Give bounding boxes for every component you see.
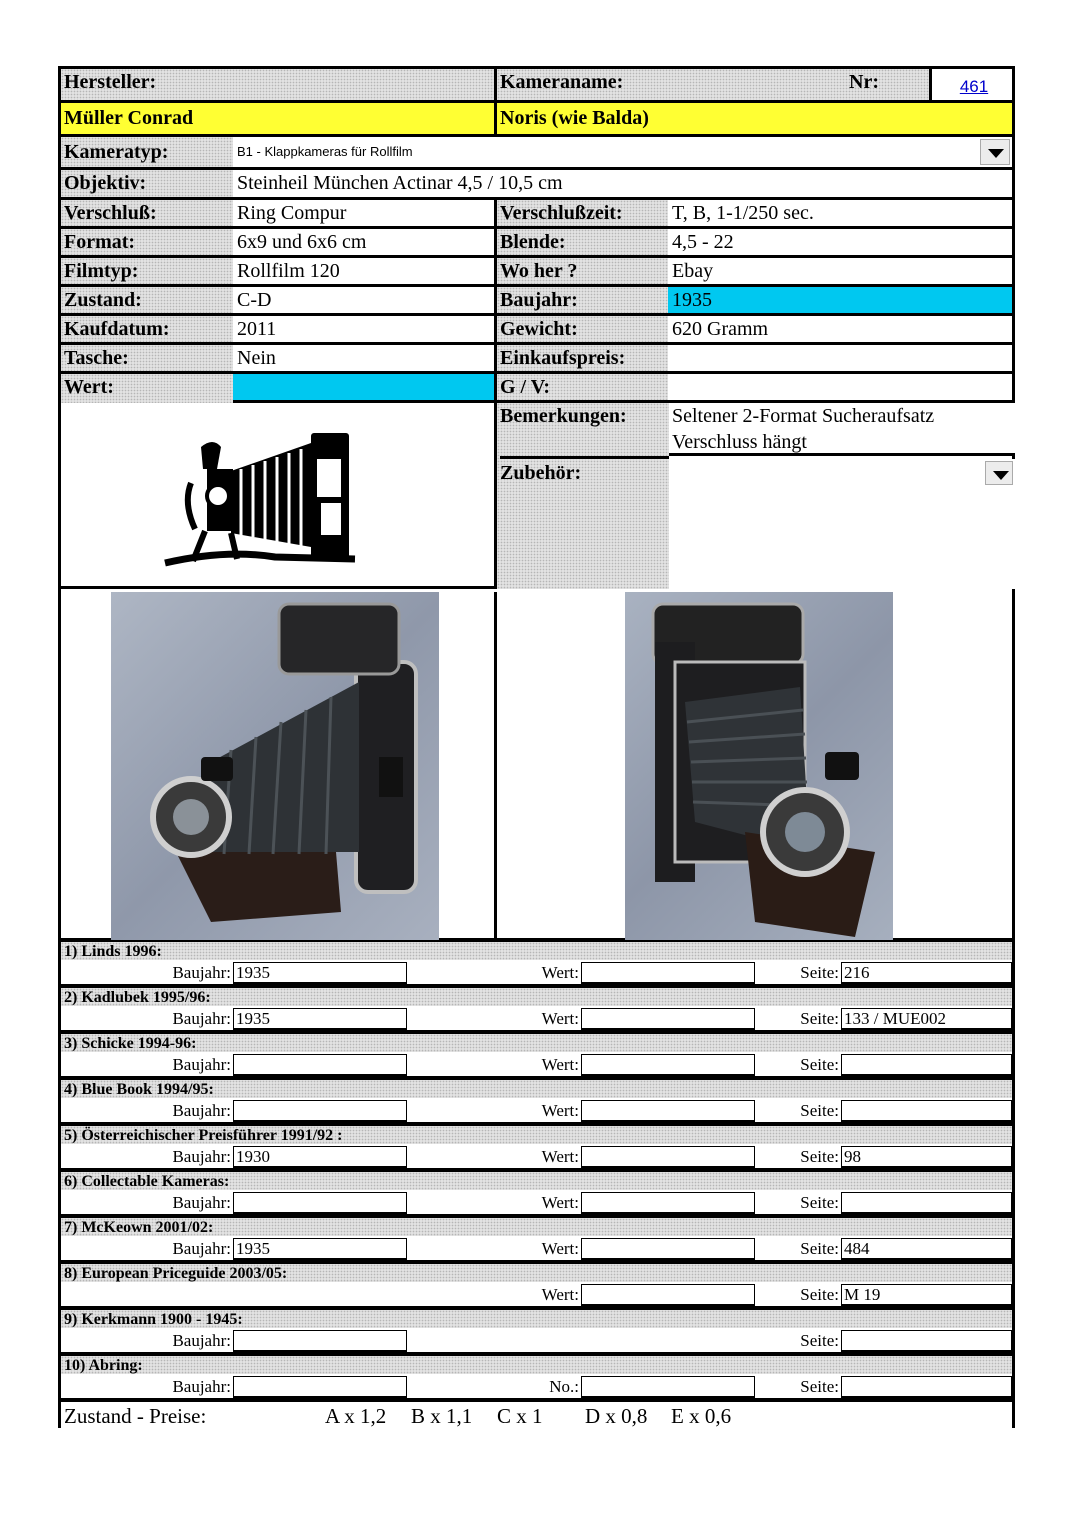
reference-seite-label: Seite: bbox=[800, 1331, 839, 1350]
verschluss-row bbox=[61, 200, 1012, 229]
format-row bbox=[61, 229, 1012, 258]
reference-baujahr-label: Baujahr: bbox=[172, 1009, 231, 1028]
reference-values-row bbox=[61, 1374, 1012, 1400]
hersteller-label: Hersteller: bbox=[61, 69, 494, 100]
tasche-value: Nein bbox=[233, 345, 494, 371]
reference-baujahr-field[interactable] bbox=[233, 1192, 407, 1214]
reference-baujahr-label: Baujahr: bbox=[172, 1377, 231, 1396]
gv-label: G / V: bbox=[494, 374, 668, 403]
zubehoer-label: Zubehör: bbox=[500, 456, 669, 486]
zubehoer-select[interactable] bbox=[669, 459, 1015, 589]
wert-value bbox=[233, 374, 494, 403]
gv-value bbox=[668, 374, 1012, 403]
woher-value: Ebay bbox=[668, 258, 1012, 284]
reference-wert-label: Wert: bbox=[541, 1239, 579, 1258]
reference-seite-label: Seite: bbox=[800, 1377, 839, 1396]
kameraname-value: Noris (wie Balda) bbox=[494, 103, 1012, 134]
camera-photo-side bbox=[111, 592, 439, 940]
baujahr-label: Baujahr: bbox=[494, 287, 668, 313]
reference-seite-label: Seite: bbox=[800, 963, 839, 982]
verschluss-value: Ring Compur bbox=[233, 200, 494, 226]
footer-factor-d: D x 0,8 bbox=[585, 1404, 648, 1428]
reference-title: 4) Blue Book 1994/95: bbox=[61, 1078, 1012, 1098]
zustand-value: C-D bbox=[233, 287, 494, 313]
verschlusszeit-label: Verschlußzeit: bbox=[494, 200, 668, 226]
reference-values-row bbox=[61, 1190, 1012, 1216]
zustand-row bbox=[61, 287, 1012, 316]
format-value: 6x9 und 6x6 cm bbox=[233, 229, 494, 255]
reference-seite-label: Seite: bbox=[800, 1101, 839, 1120]
reference-seite-label: Seite: bbox=[800, 1193, 839, 1212]
kameratyp-row bbox=[61, 137, 1012, 170]
reference-values-row bbox=[61, 1236, 1012, 1262]
photo-divider bbox=[494, 592, 497, 938]
reference-seite-field[interactable] bbox=[841, 1330, 1012, 1352]
bemerkungen-value bbox=[669, 403, 1015, 456]
reference-values-row bbox=[61, 960, 1012, 986]
reference-seite-label: Seite: bbox=[800, 1239, 839, 1258]
reference-seite-field[interactable]: 216 bbox=[841, 962, 1012, 984]
blende-value: 4,5 - 22 bbox=[668, 229, 1012, 255]
camera-photo-side-drawing bbox=[111, 592, 439, 940]
reference-values-row bbox=[61, 1052, 1012, 1078]
objektiv-value: Steinheil München Actinar 4,5 / 10,5 cm bbox=[233, 170, 1012, 197]
reference-baujahr-field[interactable] bbox=[233, 1054, 407, 1076]
wert-label: Wert: bbox=[61, 374, 233, 403]
reference-values-row bbox=[61, 1144, 1012, 1170]
reference-seite-field[interactable]: M 19 bbox=[841, 1284, 1012, 1306]
reference-seite-label: Seite: bbox=[800, 1147, 839, 1166]
blende-label: Blende: bbox=[494, 229, 668, 255]
reference-baujahr-label: Baujahr: bbox=[172, 963, 231, 982]
reference-wert-label: Wert: bbox=[541, 1285, 579, 1304]
reference-baujahr-field[interactable] bbox=[233, 1376, 407, 1398]
camera-photo-front bbox=[625, 592, 893, 940]
reference-title: 8) European Priceguide 2003/05: bbox=[61, 1262, 1012, 1282]
camera-photo-front-drawing bbox=[625, 592, 893, 940]
dropdown-arrow-icon[interactable] bbox=[985, 461, 1013, 485]
folding-camera-clipart bbox=[161, 423, 361, 573]
kaufdatum-value: 2011 bbox=[233, 316, 494, 342]
photo-row bbox=[61, 592, 1012, 940]
reference-wert-label: Wert: bbox=[541, 1009, 579, 1028]
reference-values-row bbox=[61, 1328, 1012, 1354]
reference-seite-field[interactable]: 133 / MUE002 bbox=[841, 1008, 1012, 1030]
filmtyp-value: Rollfilm 120 bbox=[233, 258, 494, 284]
reference-title: 1) Linds 1996: bbox=[61, 940, 1012, 960]
reference-baujahr-label: Baujahr: bbox=[172, 1193, 231, 1212]
footer-factor-e: E x 0,6 bbox=[671, 1404, 732, 1428]
reference-title: 3) Schicke 1994-96: bbox=[61, 1032, 1012, 1052]
kameraname-label: Kameraname: bbox=[494, 69, 929, 100]
filmtyp-row bbox=[61, 258, 1012, 287]
tasche-label: Tasche: bbox=[61, 345, 233, 371]
reference-seite-field[interactable] bbox=[841, 1054, 1012, 1076]
reference-seite-label: Seite: bbox=[800, 1285, 839, 1304]
nr-link[interactable]: 461 bbox=[959, 77, 989, 96]
format-label: Format: bbox=[61, 229, 233, 255]
reference-baujahr-field[interactable]: 1935 bbox=[233, 962, 407, 984]
zustand-label: Zustand: bbox=[61, 287, 233, 313]
verschlusszeit-value: T, B, 1-1/250 sec. bbox=[668, 200, 1012, 226]
bemerkungen-label: Bemerkungen: bbox=[500, 405, 627, 427]
kameratyp-label: Kameratyp: bbox=[61, 137, 233, 167]
reference-seite-field[interactable] bbox=[841, 1100, 1012, 1122]
reference-baujahr-field[interactable] bbox=[233, 1100, 407, 1122]
reference-values-row bbox=[61, 1098, 1012, 1124]
footer-factor-a: A x 1,2 bbox=[325, 1404, 387, 1428]
reference-baujahr-field[interactable] bbox=[233, 1330, 407, 1352]
reference-baujahr-label: Baujahr: bbox=[172, 1239, 231, 1258]
reference-wert-label: No.: bbox=[549, 1377, 579, 1396]
kaufdatum-row bbox=[61, 316, 1012, 345]
footer-label: Zustand - Preise: bbox=[64, 1404, 207, 1428]
baujahr-value: 1935 bbox=[668, 287, 1012, 313]
reference-wert-label: Wert: bbox=[541, 963, 579, 982]
tasche-row bbox=[61, 345, 1012, 374]
reference-baujahr-field[interactable]: 1930 bbox=[233, 1146, 407, 1168]
reference-baujahr-label: Baujahr: bbox=[172, 1331, 231, 1350]
reference-title: 10) Abring: bbox=[61, 1354, 1012, 1374]
reference-wert-label: Wert: bbox=[541, 1193, 579, 1212]
filmtyp-label: Filmtyp: bbox=[61, 258, 233, 284]
kaufdatum-label: Kaufdatum: bbox=[61, 316, 233, 342]
bemerkungen-line-2: Verschluss hängt bbox=[672, 431, 807, 453]
reference-seite-label: Seite: bbox=[800, 1055, 839, 1074]
reference-wert-label: Wert: bbox=[541, 1101, 579, 1120]
reference-title: 5) Österreichischer Preisführer 1991/92 : bbox=[61, 1124, 1012, 1144]
label-column-filler bbox=[497, 403, 669, 589]
price-footer bbox=[61, 1400, 1012, 1428]
clipart-area bbox=[61, 403, 494, 589]
reference-values-row bbox=[61, 1006, 1012, 1032]
reference-wert-label: Wert: bbox=[541, 1055, 579, 1074]
gewicht-value: 620 Gramm bbox=[668, 316, 1012, 342]
verschluss-label: Verschluß: bbox=[61, 200, 233, 226]
objektiv-row bbox=[61, 170, 1012, 200]
reference-title: 6) Collectable Kameras: bbox=[61, 1170, 1012, 1190]
header-label-row bbox=[61, 69, 1012, 103]
reference-title: 7) McKeown 2001/02: bbox=[61, 1216, 1012, 1236]
reference-seite-field[interactable] bbox=[841, 1192, 1012, 1214]
reference-baujahr-field[interactable]: 1935 bbox=[233, 1008, 407, 1030]
einkaufspreis-label: Einkaufspreis: bbox=[494, 345, 668, 371]
objektiv-label: Objektiv: bbox=[61, 170, 233, 197]
reference-seite-field[interactable]: 98 bbox=[841, 1146, 1012, 1168]
nr-value-cell bbox=[929, 69, 1012, 100]
reference-baujahr-label: Baujahr: bbox=[172, 1147, 231, 1166]
woher-label: Wo her ? bbox=[494, 258, 668, 284]
camera-record-sheet bbox=[58, 66, 1015, 1428]
footer-factor-c: C x 1 bbox=[497, 1404, 543, 1428]
bemerkungen-line-1: Seltener 2-Format Sucheraufsatz bbox=[672, 405, 935, 427]
nr-label: Nr: bbox=[849, 71, 879, 93]
reference-baujahr-field[interactable]: 1935 bbox=[233, 1238, 407, 1260]
wert-row bbox=[61, 374, 1012, 403]
kameratyp-value: B1 - Klappkameras für Rollfilm bbox=[237, 144, 413, 159]
reference-wert-label: Wert: bbox=[541, 1147, 579, 1166]
einkaufspreis-value bbox=[668, 345, 1012, 371]
hersteller-value: Müller Conrad bbox=[61, 103, 494, 134]
dropdown-arrow-icon[interactable] bbox=[980, 139, 1010, 165]
reference-title: 2) Kadlubek 1995/96: bbox=[61, 986, 1012, 1006]
reference-title: 9) Kerkmann 1900 - 1945: bbox=[61, 1308, 1012, 1328]
reference-seite-field[interactable] bbox=[841, 1376, 1012, 1398]
header-value-row bbox=[61, 103, 1012, 137]
remarks-area bbox=[494, 403, 1012, 589]
reference-section bbox=[61, 940, 1012, 1400]
kameratyp-select[interactable] bbox=[233, 137, 1012, 167]
reference-seite-field[interactable]: 484 bbox=[841, 1238, 1012, 1260]
reference-seite-label: Seite: bbox=[800, 1009, 839, 1028]
reference-values-row bbox=[61, 1282, 1012, 1308]
reference-baujahr-label: Baujahr: bbox=[172, 1055, 231, 1074]
gewicht-label: Gewicht: bbox=[494, 316, 668, 342]
reference-baujahr-label: Baujahr: bbox=[172, 1101, 231, 1120]
footer-factor-b: B x 1,1 bbox=[411, 1404, 473, 1428]
